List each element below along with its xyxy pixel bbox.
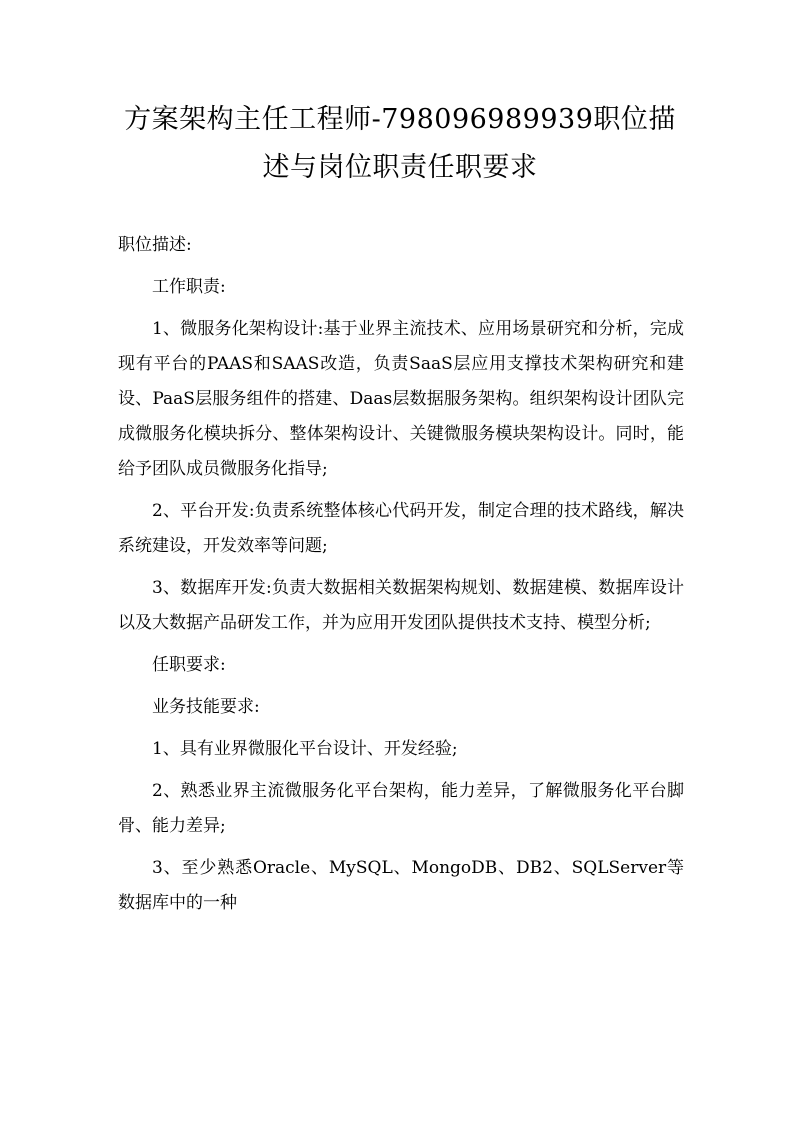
requirement-item-2: 2、熟悉业界主流微服务化平台架构，能力差异，了解微服务化平台脚骨、能力差异;: [118, 781, 684, 836]
responsibility-item-2: 2、平台开发:负责系统整体核心代码开发，制定合理的技术路线，解决系统建设，开发效率等问题;: [118, 501, 684, 556]
requirement-item-3: 3、至少熟悉Oracle、MySQL、MongoDB、DB2、SQLServer等数据库中的一种: [118, 858, 684, 913]
responsibility-item-1: 1、微服务化架构设计:基于业界主流技术、应用场景研究和分析，完成现有平台的PAAS和SAAS改造，负责SaaS层应用支撑技术架构研究和建设、PaaS层服务组件的搭建、Daas层数据服务架构。组织架构设计团队完成微服务化模块拆分、整体架构设计、关键微服务模块架构设计。同时，能给予团队成员微服务化指导;: [118, 319, 684, 479]
section-heading-job-description: 职位描述:: [118, 235, 192, 255]
section-heading-responsibilities: 工作职责:: [152, 277, 226, 297]
section-heading-requirements: 任职要求:: [152, 655, 226, 675]
document-body: [118, 228, 684, 921]
document-title: [100, 96, 700, 192]
section-heading-business-skills: 业务技能要求:: [152, 697, 260, 717]
requirement-item-1: 1、具有业界微服化平台设计、开发经验;: [152, 739, 458, 759]
title-line-1: 方案架构主任工程师-798096989939职位描: [124, 104, 676, 135]
title-line-2: 述与岗位职责任职要求: [262, 152, 538, 183]
responsibility-item-3: 3、数据库开发:负责大数据相关数据架构规划、数据建模、数据库设计以及大数据产品研发工作，并为应用开发团队提供技术支持、模型分析;: [118, 578, 684, 633]
